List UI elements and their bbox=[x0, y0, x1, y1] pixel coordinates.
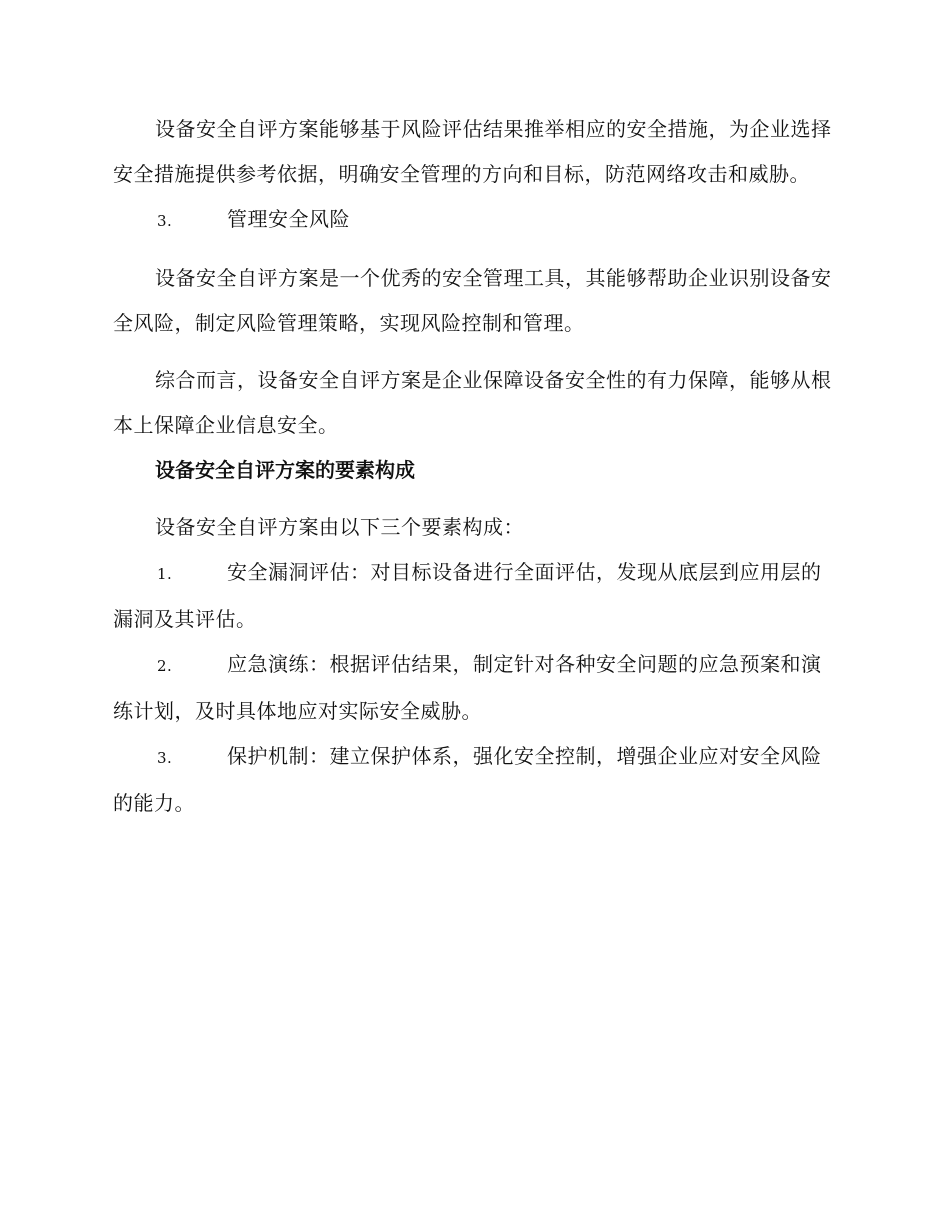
section-intro: 设备安全自评方案由以下三个要素构成： bbox=[155, 515, 524, 539]
list-item-text: 保护机制：建立保护体系，强化安全控制，增强企业应对安全风险的能力。 bbox=[113, 744, 822, 815]
list-item bbox=[113, 734, 833, 826]
paragraph-benefit: 设备安全自评方案能够基于风险评估结果推举相应的安全措施，为企业选择安全措施提供参考依据，明确安全管理的方向和目标，防范网络攻击和威胁。 bbox=[113, 117, 832, 186]
list-item-text: 安全漏洞评估：对目标设备进行全面评估，发现从底层到应用层的漏洞及其评估。 bbox=[113, 560, 822, 631]
paragraph-tool: 设备安全自评方案是一个优秀的安全管理工具，其能够帮助企业识别设备安全风险，制定风险管理策略，实现风险控制和管理。 bbox=[113, 266, 832, 335]
list-item-text: 应急演练：根据评估结果，制定针对各种安全问题的应急预案和演练计划，及时具体地应对实际安全威胁。 bbox=[113, 652, 822, 723]
paragraph-summary: 综合而言，设备安全自评方案是企业保障设备安全性的有力保障，能够从根本上保障企业信息安全。 bbox=[113, 368, 832, 437]
list-number: 1. bbox=[157, 565, 173, 583]
list-item-text: 管理安全风险 bbox=[227, 207, 350, 231]
document-body bbox=[113, 107, 833, 826]
list-number: 3. bbox=[157, 749, 173, 767]
list-item bbox=[113, 642, 833, 734]
list-number: 2. bbox=[157, 657, 173, 675]
section-heading: 设备安全自评方案的要素构成 bbox=[155, 458, 415, 482]
list-number: 3. bbox=[157, 212, 173, 230]
list-item-manage-risk bbox=[113, 197, 833, 244]
list-item bbox=[113, 550, 833, 642]
